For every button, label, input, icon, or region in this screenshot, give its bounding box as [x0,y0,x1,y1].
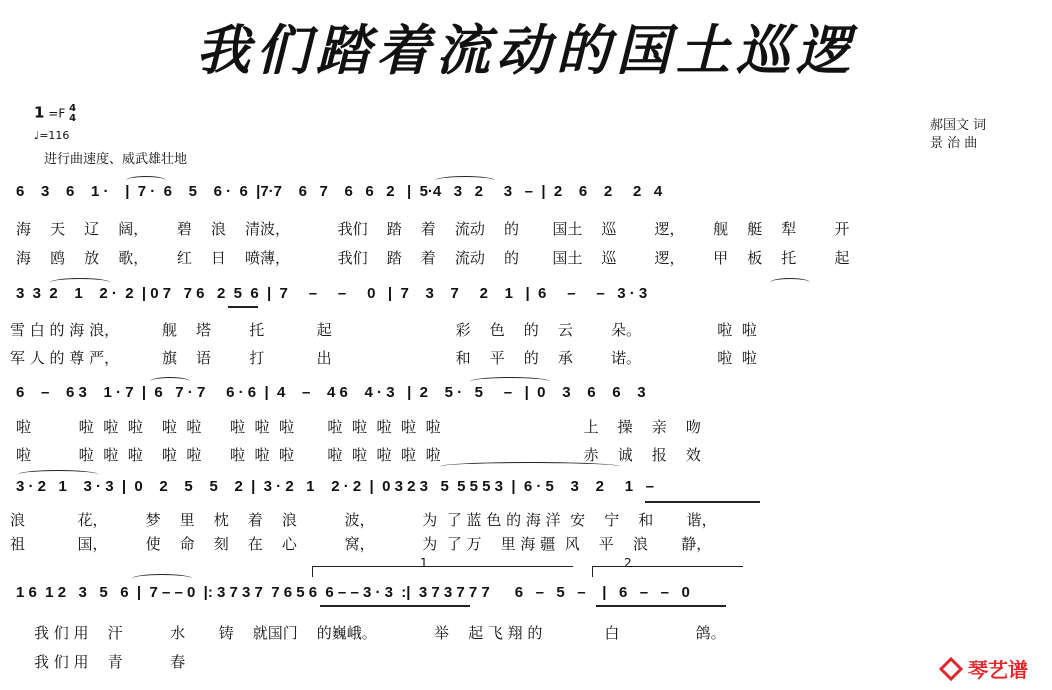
slur [150,377,190,386]
lyric-line-1-verse-1: 海 天 辽 阔， 碧 浪 清波， 我们 踏 着 流动 的 国土 巡 逻， 舰 艇 犁 开 [16,220,850,238]
beam-underline [320,605,470,607]
slur [770,278,810,287]
notation-line-2: 3 3 2 1 2 · 2 | 0 7 7 6 2 5 6 | 7 – – 0 | 7 3 7 2 1 | 6 – – 3 · 3 [16,285,648,302]
expression-marking: 进行曲速度、威武雄壮地 [44,152,188,167]
tempo-value: =116 [39,129,70,142]
volta-second-ending [592,566,743,577]
time-bottom: 4 [69,113,77,124]
lyric-line-5-verse-2: 我 们 用 青 春 [34,653,186,671]
notation-line-4: 3 · 2 1 3 · 3 | 0 2 5 5 2 | 3 · 2 1 2 · 2 | 0 3 2 3 5 5 5 5 3 | 6 · 5 3 2 1 – [16,478,654,495]
slur [435,176,495,185]
tempo-marking [34,129,69,142]
watermark-text: 琴艺谱 [968,658,1028,682]
key-do: 1 [34,103,45,122]
notation-line-5: 1 6 1 2 3 5 6 | 7 – – 0 |: 3 7 3 7 7 6 5 6 6 – – 3 · 3 :| 3 7 3 7 7 7 6 – 5 – | 6 – – 0 [16,584,690,601]
beam-underline [228,306,258,308]
page-title: 我们踏着流动的国土巡逻 [196,18,856,82]
slur [126,176,166,185]
lyric-line-1-verse-2: 海 鸥 放 歌， 红 日 喷薄， 我们 踏 着 流动 的 国土 巡 逻， 甲 板 托 起 [16,249,850,267]
key-signature [34,104,76,124]
lyric-line-5-verse-1: 我 们 用 汗 水 铸 就国门 的巍峨。 举 起 飞 翔 的 白 鸽。 [34,624,726,642]
beam-underline [596,605,726,607]
slur [18,470,98,479]
lyric-line-3-verse-2: 啦 啦 啦 啦 啦 啦 啦 啦 啦 啦 啦 啦 啦 啦 赤 诚 报 效 [16,446,701,464]
lyric-line-4-verse-2: 祖 国， 使 命 刻 在 心 窝， 为 了 万 里 海 疆 风 平 浪 静， [10,535,712,553]
quarter-note-icon: ♩ [34,129,40,142]
credits [930,117,986,153]
notation-line-1: 6 3 6 1 · | 7 · 6 5 6 · 6 |7·7 6 7 6 6 2 | 5·4 3 2 3 – | 2 6 2 2 4 [16,183,663,200]
volta-second-number: 2 [624,556,632,570]
time-signature [69,104,76,124]
volta-first-number: 1 [420,556,428,570]
lyric-line-4-verse-1: 浪 花， 梦 里 枕 着 浪 波， 为 了 蓝 色 的 海 洋 安 宁 和 谐， [10,511,717,529]
slur [50,278,110,287]
volta-first-ending [312,566,573,577]
notation-line-3: 6 – 6 3 1 · 7 | 6 7 · 7 6 · 6 | 4 – 4 6 4 · 3 | 2 5 · 5 – | 0 3 6 6 3 [16,384,646,401]
lyric-line-2-verse-2: 军 人 的 尊 严， 旗 语 打 出 和 平 的 承 诺。 啦 啦 [10,349,757,367]
key-text: =F [48,106,66,121]
time-top: 4 [69,103,77,114]
lyricist-credit: 郝国文 词 [930,118,987,133]
lyric-line-3-verse-1: 啦 啦 啦 啦 啦 啦 啦 啦 啦 啦 啦 啦 啦 啦 上 操 亲 吻 [16,418,701,436]
site-logo-icon [938,656,964,682]
lyric-line-2-verse-1: 雪 白 的 海 浪， 舰 塔 托 起 彩 色 的 云 朵。 啦 啦 [10,321,757,339]
composer-credit: 景 治 曲 [930,136,978,151]
beam-underline [645,501,760,503]
slur [470,377,550,386]
slur [132,574,192,583]
slur [440,462,620,471]
